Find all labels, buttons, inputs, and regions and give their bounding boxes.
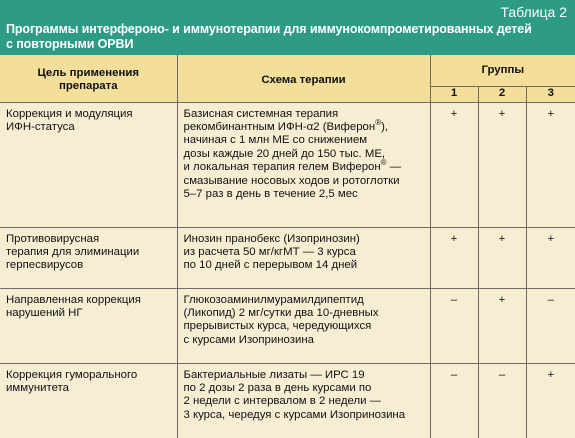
table-row	[0, 102, 575, 227]
group-1-mark: –	[430, 288, 478, 363]
column-header-group-2: 2	[478, 86, 526, 102]
column-header-goal: Цель применения препарата	[0, 55, 177, 102]
table-title-line: с повторными ОРВИ	[6, 37, 134, 51]
group-3-mark: –	[526, 288, 575, 363]
table-row	[0, 227, 575, 288]
table-title	[6, 22, 566, 52]
therapy-table	[0, 55, 575, 438]
scheme-cell: Глюкозоаминилмурамилдипептид (Ликопид) 2 мг/сутки два 10-дневных прерывистых курса, чередующихся с курсами Изопринозина	[177, 288, 430, 363]
scheme-cell: Инозин пранобекс (Изопринозин) из расчета 50 мг/кгМТ — 3 курса по 10 дней с перерывом 14 дней	[177, 227, 430, 288]
group-1-mark: +	[430, 227, 478, 288]
table-title-bar	[0, 0, 575, 55]
group-3-mark: +	[526, 102, 575, 227]
group-2-mark: +	[478, 227, 526, 288]
scheme-cell: Базисная системная терапия рекомбинантным ИФН-α2 (Виферон®), начиная с 1 млн МЕ со снижением дозы каждые 20 дней до 150 тыс. МЕ, и локальная терапия гелем Виферон® — смазывание носовых ходов и ротоглотки 5–7 раз в день в течение 2,5 мес	[177, 102, 430, 227]
group-3-mark: +	[526, 227, 575, 288]
group-2-mark: +	[478, 288, 526, 363]
table-row	[0, 363, 575, 438]
table-title-line: Программы интерфероно- и иммунотерапии для иммунокомпрометированных детей	[6, 22, 532, 36]
column-header-scheme: Схема терапии	[177, 55, 430, 102]
goal-cell: Коррекция гуморального иммунитета	[0, 363, 177, 438]
column-header-groups: Группы	[430, 55, 575, 86]
column-header-group-3: 3	[526, 86, 575, 102]
column-header-group-1: 1	[430, 86, 478, 102]
group-1-mark: +	[430, 102, 478, 227]
group-2-mark: –	[478, 363, 526, 438]
goal-cell: Направленная коррекция нарушений НГ	[0, 288, 177, 363]
group-2-mark: +	[478, 102, 526, 227]
group-1-mark: –	[430, 363, 478, 438]
group-3-mark: +	[547, 368, 555, 381]
goal-cell: Коррекция и модуляция ИФН-статуса	[0, 102, 177, 227]
table-row	[0, 288, 575, 363]
goal-cell: Противовирусная терапия для элиминации герпесвирусов	[0, 227, 177, 288]
scheme-cell: Бактериальные лизаты — ИРС 19 по 2 дозы 2 раза в день курсами по 2 недели с интервалом в 2 недели — 3 курса, чередуя с курсами Изопринозина	[177, 363, 430, 438]
table-number: Таблица 2	[500, 4, 567, 20]
